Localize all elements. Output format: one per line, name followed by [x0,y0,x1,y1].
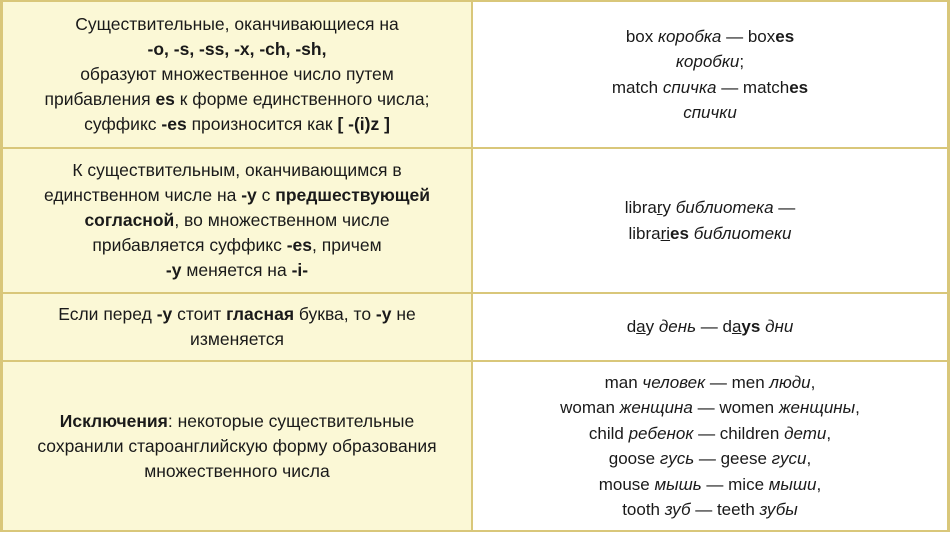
text-segment: дети [784,423,827,443]
text-segment: child [588,423,629,443]
text-segment: Если перед [58,304,157,324]
text-segment: мышь [654,474,702,494]
text-segment: — [773,198,796,217]
text-segment: зубы [759,500,798,519]
text-segment: — children [693,423,785,443]
text-segment: гусь [659,449,695,468]
example-cell [473,2,950,147]
text-segment: предшествующей [275,185,431,205]
text-segment: ; [739,52,745,71]
text-segment: goose [608,449,660,468]
text-segment: спичка [662,77,717,97]
text-segment: match [611,77,663,97]
text-segment: Существительные, оканчивающиеся на [75,14,399,34]
text-segment: согласной [84,210,175,230]
text-segment: : некоторые существительные [167,410,415,431]
row-divider [0,530,950,532]
example-text [627,314,794,340]
text-segment: es [775,26,795,46]
rule-text [37,409,436,484]
rule-cell [0,294,473,360]
text-segment: библиотека [675,198,774,217]
text-segment: стоит [172,304,227,324]
rule-cell [0,149,473,292]
example-text [612,24,808,126]
text-segment: tooth [622,500,665,519]
text-segment: es [670,223,689,243]
text-segment: буква, то [294,304,376,324]
text-segment: , [816,474,822,494]
text-segment: ребенок [628,423,694,443]
text-segment: r [656,198,663,217]
text-segment: образуют множественное число путем [80,64,394,84]
text-segment: коробка [657,26,722,46]
text-segment: -i- [291,260,309,280]
text-segment: дни [765,317,794,337]
text-segment: man [604,372,643,392]
text-segment: коробки [675,52,740,71]
text-segment: изменяется [190,329,284,349]
text-segment: , [806,449,812,468]
text-segment: — women [692,398,779,417]
text-segment: люди [769,372,811,392]
example-cell [473,294,950,360]
table-row [0,362,950,530]
text-segment: — geese [694,449,772,468]
text-segment: — mice [701,474,769,494]
text-segment: мыши [768,474,817,494]
example-text [625,195,796,246]
text-segment: y [662,198,676,217]
text-segment: , [810,372,816,392]
text-segment: прибавления [44,89,156,109]
text-segment: суффикс [84,114,162,134]
text-segment: mouse [598,474,655,494]
text-segment: -y [165,260,182,280]
rule-cell [0,362,473,530]
text-segment: , [855,398,860,417]
text-segment: К существительным, оканчивающимся в [72,160,402,180]
text-segment: Исключения [59,410,168,431]
example-text [560,370,860,523]
rule-text [44,158,430,283]
text-segment: -es [161,114,187,134]
text-segment: к форме единственного числа; [174,89,430,109]
text-segment: ri [660,223,671,243]
text-segment: — match [716,77,790,97]
text-segment: человек [642,372,706,392]
text-segment: es [789,77,809,97]
text-segment: libra [624,198,657,217]
text-segment: a [731,317,742,337]
text-segment: гуси [771,449,807,468]
text-segment: гласная [226,304,295,324]
example-cell [473,149,950,292]
text-segment: с [256,185,276,205]
text-segment: не [391,304,416,324]
table-row [0,294,950,360]
text-segment: — box [721,26,776,46]
text-segment: a [636,317,646,337]
text-segment: libra [628,223,661,243]
text-segment: , во множественном числе [174,210,390,230]
text-segment: женщины [778,398,856,417]
text-segment: , причем [312,235,382,255]
rule-text [58,302,416,352]
text-segment: woman [560,398,620,417]
text-segment: единственном числе на [43,185,242,205]
text-segment: сохранили староанглийскую форму образования [37,435,437,456]
text-segment: библиотеки [693,223,792,243]
rule-text [44,12,429,137]
text-segment: — men [705,372,770,392]
rule-cell [0,2,473,147]
example-cell [473,362,950,530]
text-segment: box [625,26,658,46]
table-row [0,2,950,147]
text-segment: -y [156,304,173,324]
text-segment: спички [683,103,737,122]
text-segment: прибавляется суффикс [92,235,287,255]
text-segment: меняется на [181,260,292,280]
text-segment: es [155,89,175,109]
text-segment: зуб [664,500,691,519]
text-segment: — d [696,317,732,337]
text-segment: y [645,317,659,337]
text-segment: -y [241,185,257,205]
text-segment: -o, -s, -ss, -x, -ch, -sh, [147,39,327,59]
text-segment: женщина [619,398,693,417]
text-segment: [ -(i)z ] [337,114,390,134]
text-segment: ys [741,317,761,337]
text-segment: день [658,317,697,337]
text-segment: произносится как [186,114,338,134]
table-row [0,149,950,292]
text-segment: d [626,317,637,337]
text-segment: -es [286,235,313,255]
text-segment: множественного числа [144,460,330,481]
text-segment: , [826,423,832,443]
text-segment: -y [375,304,392,324]
text-segment: — teeth [690,500,760,519]
